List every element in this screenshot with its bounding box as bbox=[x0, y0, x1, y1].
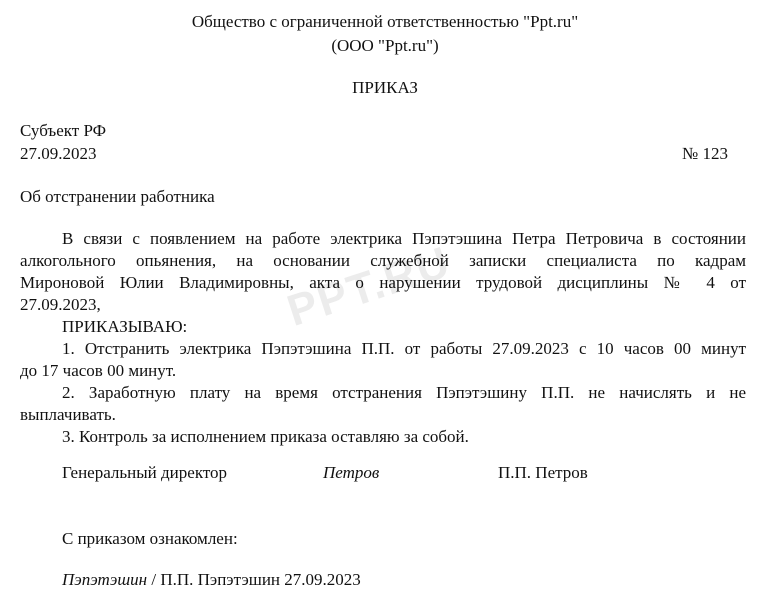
org-name: Общество с ограниченной ответственностью "Ppt.ru" bbox=[191, 12, 579, 31]
preamble-line: алкогольного опьянения, на основании служебной записки специалиста по кадрам bbox=[20, 251, 746, 270]
order-word: ПРИКАЗЫВАЮ: bbox=[62, 317, 188, 336]
preamble-line: Мироновой Юлии Владимировны, акта о нарушении трудовой дисциплины № 4 от bbox=[20, 273, 746, 292]
order-item: 1. Отстранить электрика Пэпэтэшина П.П. от работы 27.09.2023 с 10 часов 00 минут bbox=[62, 339, 746, 358]
employee-name-date: / П.П. Пэпэтэшин 27.09.2023 bbox=[147, 570, 361, 589]
order-item: до 17 часов 00 минут. bbox=[20, 361, 177, 380]
preamble-line: 27.09.2023, bbox=[20, 295, 101, 314]
order-item: 2. Заработную плату на время отстранения Пэпэтэшину П.П. не начислять и не bbox=[62, 383, 746, 402]
signer-position: Генеральный директор bbox=[62, 463, 228, 482]
acknowledged-signature-line bbox=[62, 569, 361, 591]
order-item: выплачивать. bbox=[20, 405, 116, 424]
document-date: 27.09.2023 bbox=[20, 144, 97, 163]
document-title: ПРИКАЗ bbox=[352, 78, 418, 97]
employee-handwritten-signature: Пэпэтэшин bbox=[62, 570, 148, 589]
acknowledged-label: С приказом ознакомлен: bbox=[62, 529, 238, 548]
document-heading: Об отстранении работника bbox=[20, 187, 215, 206]
watermark-logo: PPT.RU bbox=[281, 237, 457, 336]
preamble-line: В связи с появлением на работе электрика Пэпэтэшина Петра Петровича в состоянии bbox=[62, 229, 746, 248]
document-number: № 123 bbox=[682, 144, 728, 163]
org-short-name: (ООО "Ppt.ru") bbox=[331, 36, 439, 55]
signer-name: П.П. Петров bbox=[498, 463, 588, 482]
signer-handwritten-signature: Петров bbox=[323, 463, 380, 482]
subject-label: Субъект РФ bbox=[20, 121, 107, 140]
order-item: 3. Контроль за исполнением приказа оставляю за собой. bbox=[62, 427, 469, 446]
